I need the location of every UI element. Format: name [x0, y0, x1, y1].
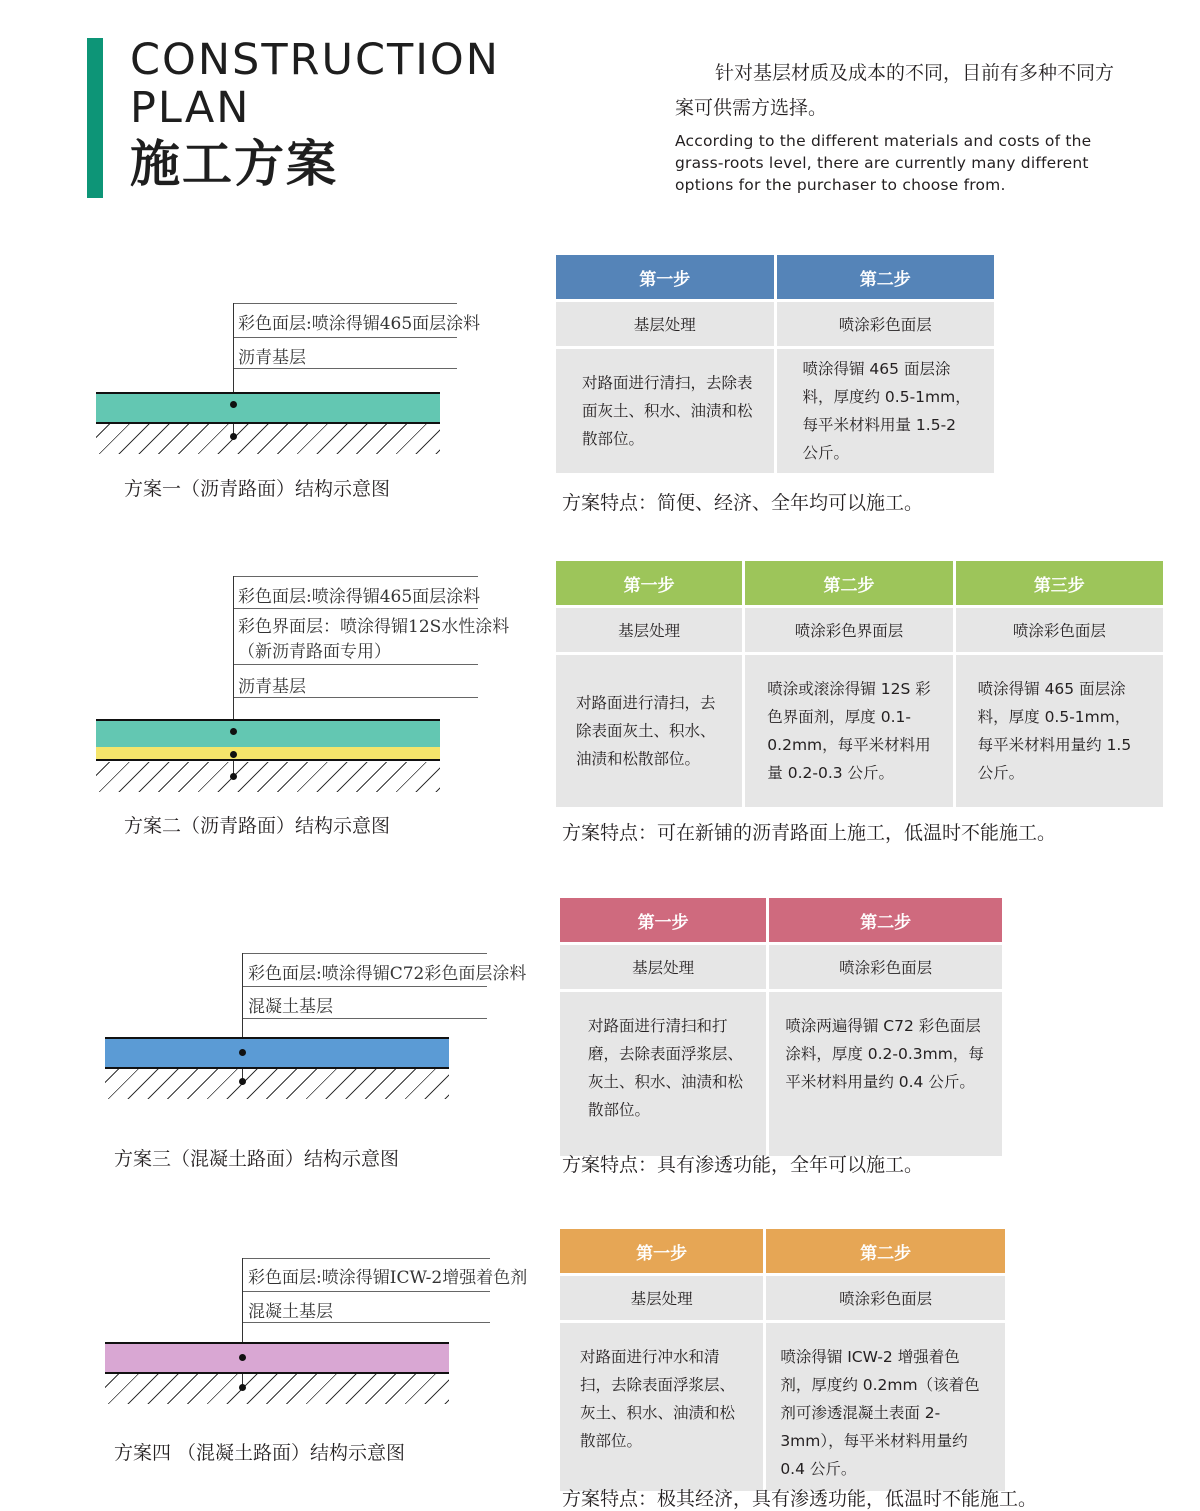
- plan-1-step-1-name: 基层处理: [556, 302, 774, 349]
- plan-1-ground-hatch: [96, 424, 440, 454]
- plan-1-step-1-desc: 对路面进行清扫，去除表面灰土、积水、油渍和松散部位。: [556, 349, 774, 473]
- plan-2-dot-surface: [230, 728, 237, 735]
- plan-4-step-1-header: 第一步: [560, 1229, 763, 1276]
- plan-2-step-2-header: 第二步: [745, 561, 952, 608]
- plan-2-ground-hatch: [96, 762, 440, 792]
- plan-1-label-base: 沥青基层: [238, 348, 306, 368]
- plan-2-label-interface: 彩色界面层：喷涂得镅12S水性涂料: [238, 617, 510, 637]
- plan-2-step-3-desc: 喷涂得镅 465 面层涂料，厚度 0.5-1mm，每平米材料用量约 1.5 公斤。: [956, 655, 1163, 807]
- plan-4-steps-table: [557, 1229, 1008, 1491]
- plan-2-interface-layer: [96, 747, 440, 761]
- title-zh: 施工方案: [130, 135, 338, 193]
- plan-4-ground-hatch: [105, 1374, 449, 1404]
- plan-3-step-2-header: 第二步: [769, 898, 1002, 945]
- plan-2-surface-layer: [96, 719, 440, 749]
- plan-3-label-surface: 彩色面层:喷涂得镅C72彩色面层涂料: [248, 964, 527, 984]
- plan-2-dot-interface: [230, 751, 237, 758]
- plan-1-surface-layer: [96, 392, 440, 424]
- intro-en: According to the different materials and costs of the grass-roots level, there are currently many different options for the purchaser to choose from.: [675, 132, 1092, 194]
- plan-2-step-2-name: 喷涂彩色界面层: [745, 608, 952, 655]
- plan-3-step-1-header: 第一步: [560, 898, 766, 945]
- plan-2-step-2-desc: 喷涂或滚涂得镅 12S 彩色界面剂，厚度 0.1-0.2mm，每平米材料用量 0.2-0.3 公斤。: [745, 655, 952, 807]
- plan-2-step-1-name: 基层处理: [556, 608, 742, 655]
- plan-2-label-surface: 彩色面层:喷涂得镅465面层涂料: [238, 587, 481, 607]
- plan-2-step-1-header: 第一步: [556, 561, 742, 608]
- plan-2-dot-base: [230, 773, 237, 780]
- plan-2-feature: 方案特点：可在新铺的沥青路面上施工，低温时不能施工。: [562, 822, 1057, 844]
- plan-3-label-base: 混凝土基层: [248, 997, 333, 1017]
- plan-1-step-2-desc: 喷涂得镅 465 面层涂料，厚度约 0.5-1mm，每平米材料用量 1.5-2 公斤。: [777, 349, 995, 473]
- plan-1-dot-surface: [230, 401, 237, 408]
- plan-1-steps-table: [553, 255, 997, 473]
- plan-3-caption: 方案三（混凝土路面）结构示意图: [114, 1148, 400, 1170]
- plan-2-step-3-header: 第三步: [956, 561, 1163, 608]
- plan-4-feature: 方案特点：极其经济，具有渗透功能，低温时不能施工。: [562, 1488, 1038, 1510]
- plan-3-dot-base: [239, 1078, 246, 1085]
- plan-3-step-1-name: 基层处理: [560, 945, 766, 992]
- plan-2-label-interface-note: （新沥青路面专用）: [238, 642, 391, 662]
- plan-4-step-1-desc: 对路面进行冲水和清扫，去除表面浮浆层、灰土、积水、油渍和松散部位。: [560, 1323, 763, 1491]
- plan-4-step-2-header: 第二步: [766, 1229, 1005, 1276]
- plan-2-step-1-desc: 对路面进行清扫，去除表面灰土、积水、油渍和松散部位。: [556, 655, 742, 807]
- plan-3-steps-table: [557, 898, 1005, 1156]
- plan-3-step-2-desc: 喷涂两遍得镅 C72 彩色面层涂料，厚度 0.2-0.3mm，每平米材料用量约 0.4 公斤。: [769, 992, 1002, 1156]
- plan-4-dot-surface: [239, 1354, 246, 1361]
- plan-2-steps-table: [553, 561, 1166, 807]
- plan-1-feature: 方案特点：简便、经济、全年均可以施工。: [562, 492, 924, 514]
- plan-1-step-2-name: 喷涂彩色面层: [777, 302, 995, 349]
- title-en-line1: CONSTRUCTION: [130, 35, 500, 85]
- plan-4-surface-layer: [105, 1342, 449, 1374]
- plan-1-caption: 方案一（沥青路面）结构示意图: [124, 478, 391, 500]
- plan-4-dot-base: [239, 1384, 246, 1391]
- plan-4-step-2-desc: 喷涂得镅 ICW-2 增强着色剂，厚度约 0.2mm（该着色剂可渗透混凝土表面 2-3mm），每平米材料用量约 0.4 公斤。: [766, 1323, 1005, 1491]
- plan-2-step-3-name: 喷涂彩色面层: [956, 608, 1163, 655]
- plan-1-step-1-header: 第一步: [556, 255, 774, 302]
- plan-4-label-surface: 彩色面层:喷涂得镅ICW-2增强着色剂: [248, 1268, 528, 1288]
- plan-1-step-2-header: 第二步: [777, 255, 995, 302]
- plan-4-step-2-name: 喷涂彩色面层: [766, 1276, 1005, 1323]
- plan-1-label-surface: 彩色面层:喷涂得镅465面层涂料: [238, 314, 481, 334]
- title-en-line2: PLAN: [130, 83, 251, 133]
- accent-bar: [87, 38, 103, 198]
- plan-2-label-base: 沥青基层: [238, 677, 306, 697]
- plan-4-label-base: 混凝土基层: [248, 1302, 333, 1322]
- plan-1-dot-base: [230, 433, 237, 440]
- plan-3-ground-hatch: [105, 1069, 449, 1099]
- plan-3-dot-surface: [239, 1049, 246, 1056]
- plan-2-caption: 方案二（沥青路面）结构示意图: [124, 815, 391, 837]
- plan-4-caption: 方案四 （混凝土路面）结构示意图: [114, 1442, 406, 1464]
- plan-3-surface-layer: [105, 1037, 449, 1069]
- plan-3-feature: 方案特点：具有渗透功能，全年可以施工。: [562, 1154, 924, 1176]
- intro-zh: 针对基层材质及成本的不同，目前有多种不同方案可供需方选择。: [675, 62, 1115, 119]
- plan-3-step-2-name: 喷涂彩色面层: [769, 945, 1002, 992]
- plan-3-step-1-desc: 对路面进行清扫和打磨，去除表面浮浆层、灰土、积水、油渍和松散部位。: [560, 992, 766, 1156]
- plan-4-step-1-name: 基层处理: [560, 1276, 763, 1323]
